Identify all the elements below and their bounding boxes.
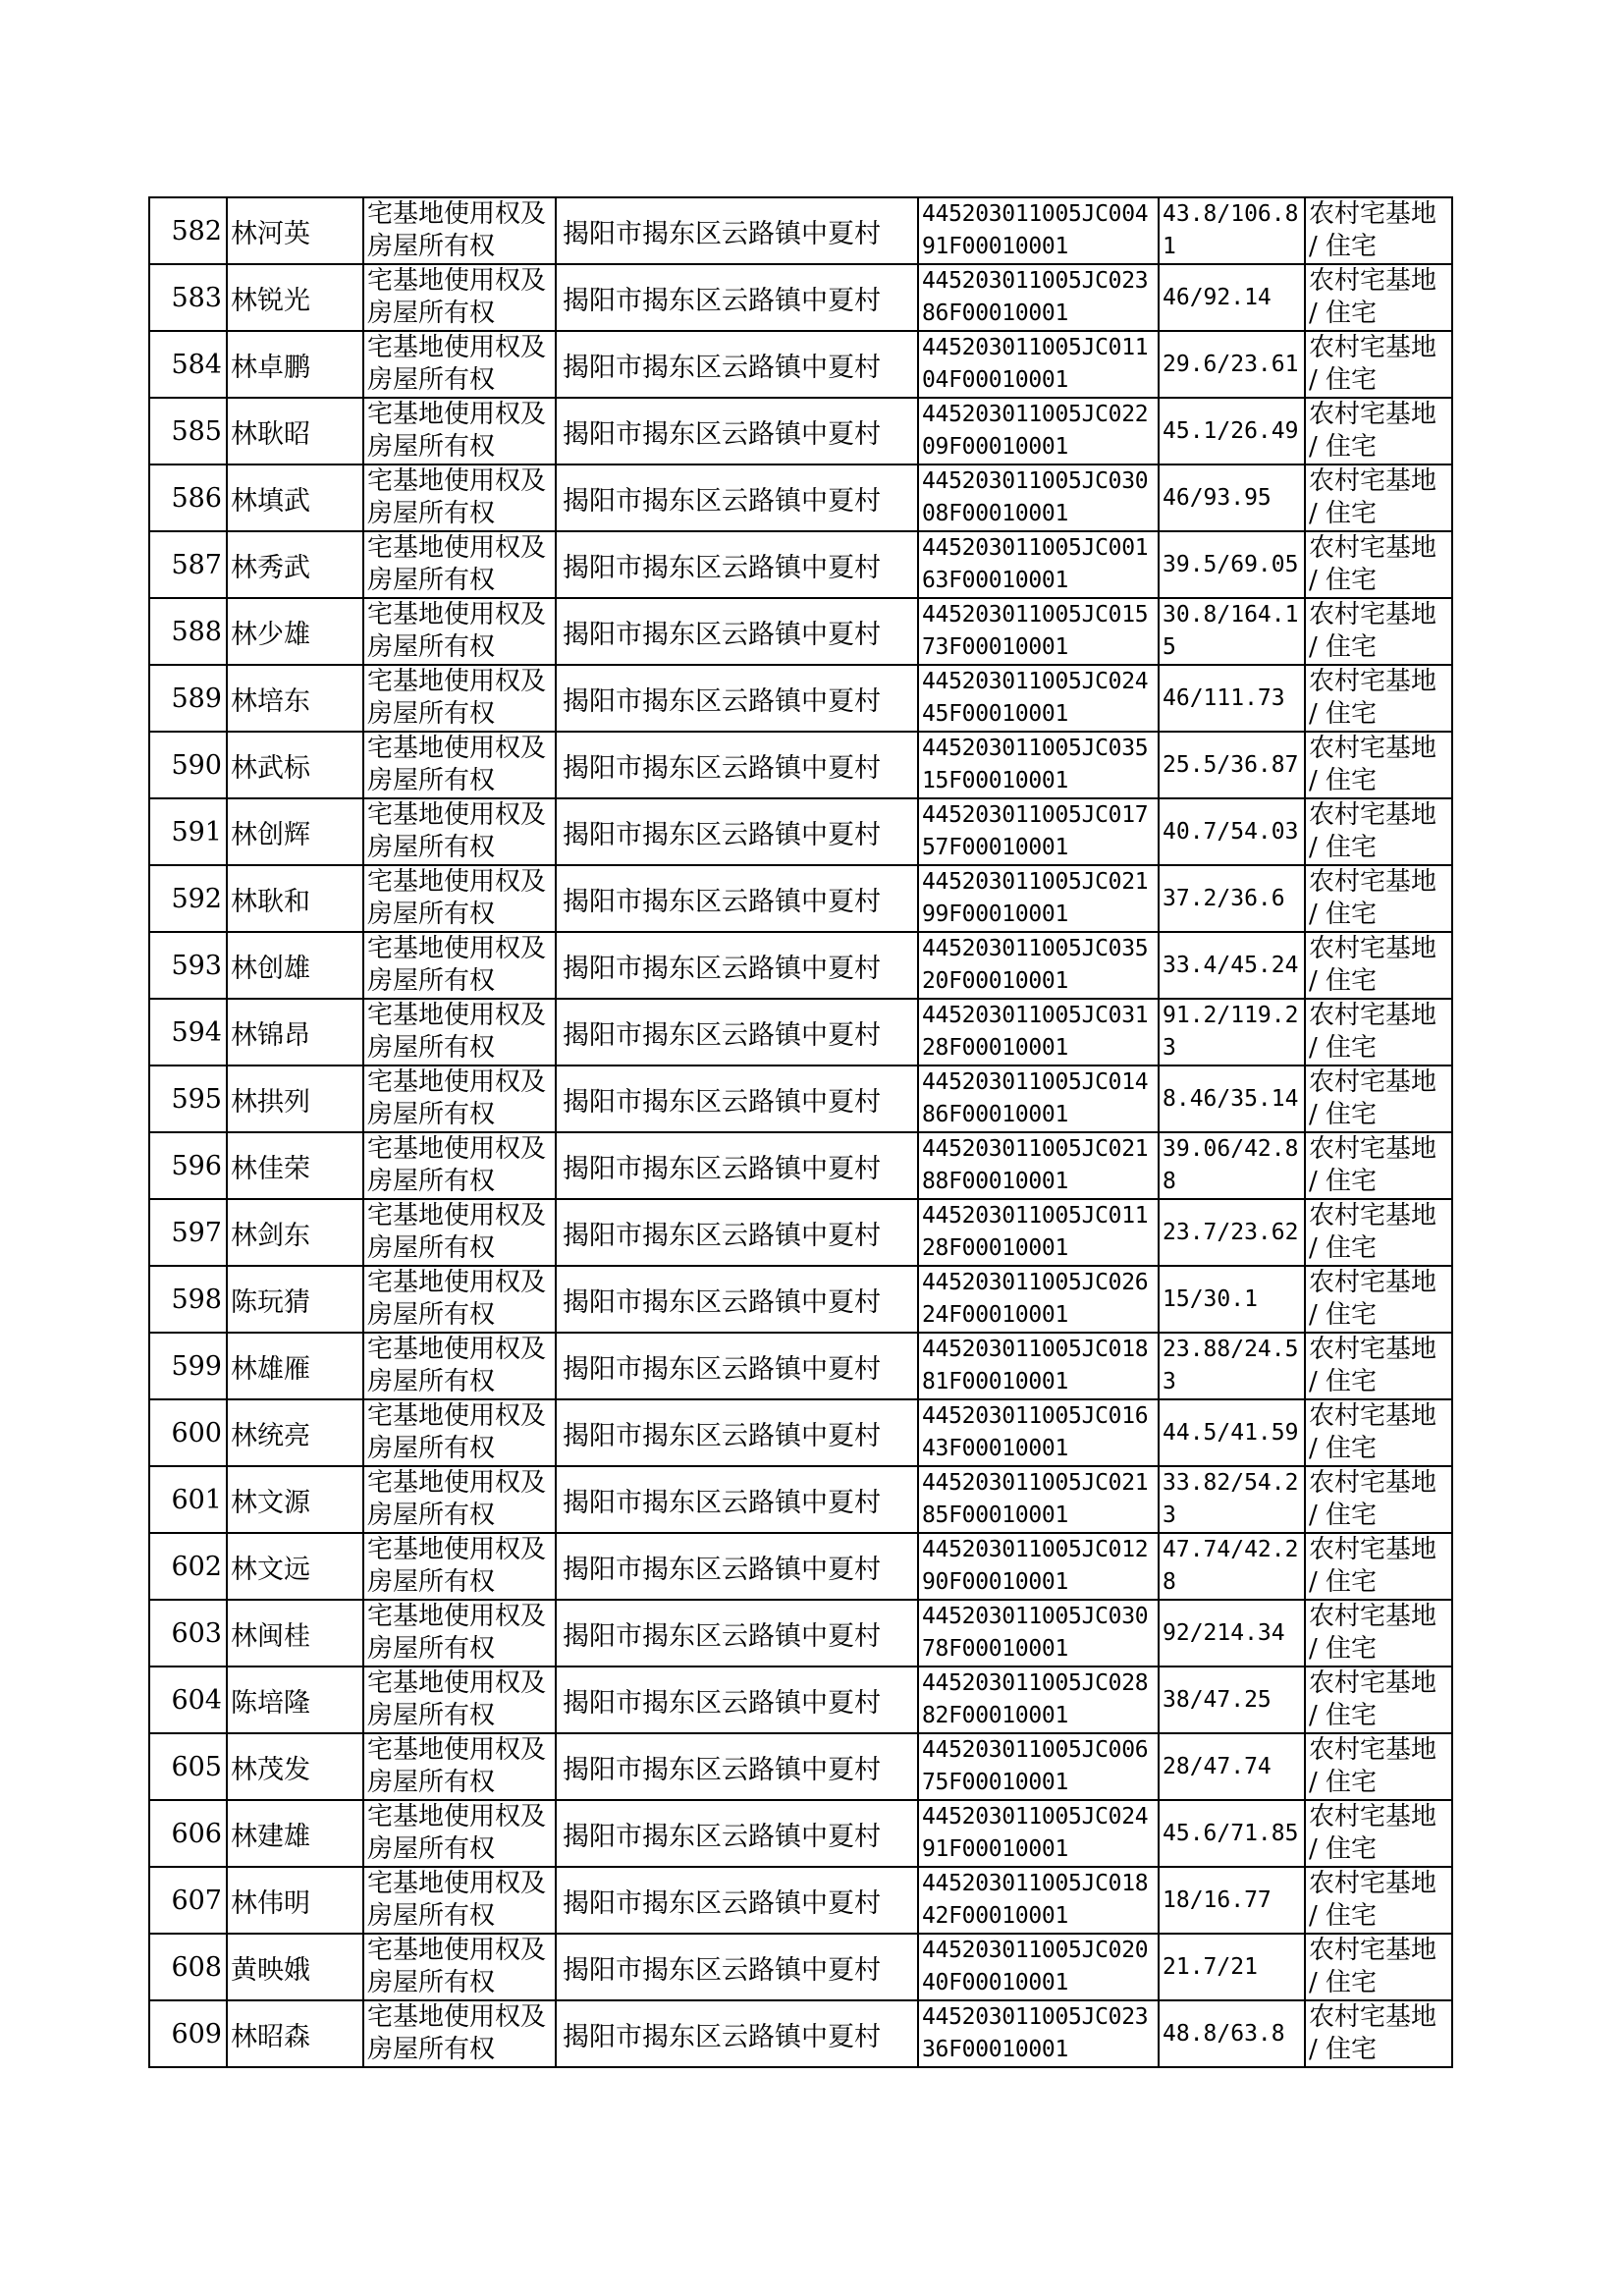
row-number-cell: 585	[149, 398, 227, 464]
usage-cell: 农村宅基地 / 住宅	[1305, 1533, 1452, 1600]
usage-cell: 农村宅基地 / 住宅	[1305, 331, 1452, 398]
right-type-cell: 宅基地使用权及房屋所有权	[363, 1667, 556, 1733]
right-type-cell: 宅基地使用权及房屋所有权	[363, 1934, 556, 2000]
area-cell: 46/93.95	[1159, 464, 1305, 531]
location-cell: 揭阳市揭东区云路镇中夏村	[556, 665, 918, 732]
owner-name-cell: 林秀武	[227, 531, 363, 598]
unit-code-cell: 445203011005JC01128F00010001	[918, 1199, 1159, 1266]
table-row	[149, 1533, 1452, 1600]
table-row	[149, 1399, 1452, 1466]
owner-name-cell: 陈培隆	[227, 1667, 363, 1733]
location-cell: 揭阳市揭东区云路镇中夏村	[556, 264, 918, 331]
owner-name-cell: 林耿和	[227, 865, 363, 932]
owner-name-cell: 林闽桂	[227, 1600, 363, 1667]
owner-name-cell: 林锦昂	[227, 999, 363, 1066]
right-type-cell: 宅基地使用权及房屋所有权	[363, 1333, 556, 1399]
table-row	[149, 2000, 1452, 2067]
location-cell: 揭阳市揭东区云路镇中夏村	[556, 1399, 918, 1466]
owner-name-cell: 林昭森	[227, 2000, 363, 2067]
owner-name-cell: 林河英	[227, 197, 363, 264]
table-row	[149, 1800, 1452, 1867]
right-type-cell: 宅基地使用权及房屋所有权	[363, 1867, 556, 1934]
location-cell: 揭阳市揭东区云路镇中夏村	[556, 1132, 918, 1199]
row-number-cell: 593	[149, 932, 227, 999]
owner-name-cell: 林卓鹏	[227, 331, 363, 398]
table-row	[149, 1600, 1452, 1667]
row-number-cell: 602	[149, 1533, 227, 1600]
usage-cell: 农村宅基地 / 住宅	[1305, 1132, 1452, 1199]
owner-name-cell: 林雄雁	[227, 1333, 363, 1399]
right-type-cell: 宅基地使用权及房屋所有权	[363, 798, 556, 865]
unit-code-cell: 445203011005JC03520F00010001	[918, 932, 1159, 999]
area-cell: 37.2/36.6	[1159, 865, 1305, 932]
unit-code-cell: 445203011005JC02185F00010001	[918, 1466, 1159, 1533]
usage-cell: 农村宅基地 / 住宅	[1305, 197, 1452, 264]
right-type-cell: 宅基地使用权及房屋所有权	[363, 1600, 556, 1667]
table-row	[149, 732, 1452, 798]
unit-code-cell: 445203011005JC02209F00010001	[918, 398, 1159, 464]
row-number-cell: 582	[149, 197, 227, 264]
usage-cell: 农村宅基地 / 住宅	[1305, 1733, 1452, 1800]
row-number-cell: 603	[149, 1600, 227, 1667]
owner-name-cell: 林佳荣	[227, 1132, 363, 1199]
location-cell: 揭阳市揭东区云路镇中夏村	[556, 598, 918, 665]
right-type-cell: 宅基地使用权及房屋所有权	[363, 197, 556, 264]
usage-cell: 农村宅基地 / 住宅	[1305, 665, 1452, 732]
location-cell: 揭阳市揭东区云路镇中夏村	[556, 1066, 918, 1132]
table-row	[149, 331, 1452, 398]
row-number-cell: 600	[149, 1399, 227, 1466]
right-type-cell: 宅基地使用权及房屋所有权	[363, 531, 556, 598]
right-type-cell: 宅基地使用权及房屋所有权	[363, 665, 556, 732]
row-number-cell: 592	[149, 865, 227, 932]
row-number-cell: 605	[149, 1733, 227, 1800]
row-number-cell: 590	[149, 732, 227, 798]
area-cell: 23.7/23.62	[1159, 1199, 1305, 1266]
unit-code-cell: 445203011005JC00163F00010001	[918, 531, 1159, 598]
table-row	[149, 1867, 1452, 1934]
right-type-cell: 宅基地使用权及房屋所有权	[363, 464, 556, 531]
unit-code-cell: 445203011005JC03008F00010001	[918, 464, 1159, 531]
usage-cell: 农村宅基地 / 住宅	[1305, 1333, 1452, 1399]
unit-code-cell: 445203011005JC02336F00010001	[918, 2000, 1159, 2067]
usage-cell: 农村宅基地 / 住宅	[1305, 1399, 1452, 1466]
area-cell: 45.1/26.49	[1159, 398, 1305, 464]
unit-code-cell: 445203011005JC01643F00010001	[918, 1399, 1159, 1466]
usage-cell: 农村宅基地 / 住宅	[1305, 1199, 1452, 1266]
unit-code-cell: 445203011005JC03515F00010001	[918, 732, 1159, 798]
area-cell: 15/30.1	[1159, 1266, 1305, 1333]
location-cell: 揭阳市揭东区云路镇中夏村	[556, 1199, 918, 1266]
location-cell: 揭阳市揭东区云路镇中夏村	[556, 531, 918, 598]
right-type-cell: 宅基地使用权及房屋所有权	[363, 1466, 556, 1533]
table-row	[149, 1733, 1452, 1800]
usage-cell: 农村宅基地 / 住宅	[1305, 398, 1452, 464]
area-cell: 23.88/24.53	[1159, 1333, 1305, 1399]
location-cell: 揭阳市揭东区云路镇中夏村	[556, 1733, 918, 1800]
usage-cell: 农村宅基地 / 住宅	[1305, 798, 1452, 865]
unit-code-cell: 445203011005JC02199F00010001	[918, 865, 1159, 932]
usage-cell: 农村宅基地 / 住宅	[1305, 999, 1452, 1066]
row-number-cell: 607	[149, 1867, 227, 1934]
unit-code-cell: 445203011005JC01757F00010001	[918, 798, 1159, 865]
area-cell: 45.6/71.85	[1159, 1800, 1305, 1867]
usage-cell: 农村宅基地 / 住宅	[1305, 264, 1452, 331]
table-row	[149, 1466, 1452, 1533]
table-row	[149, 1132, 1452, 1199]
unit-code-cell: 445203011005JC01486F00010001	[918, 1066, 1159, 1132]
row-number-cell: 604	[149, 1667, 227, 1733]
area-cell: 91.2/119.23	[1159, 999, 1305, 1066]
table-row	[149, 798, 1452, 865]
owner-name-cell: 林少雄	[227, 598, 363, 665]
unit-code-cell: 445203011005JC03128F00010001	[918, 999, 1159, 1066]
usage-cell: 农村宅基地 / 住宅	[1305, 1667, 1452, 1733]
owner-name-cell: 林建雄	[227, 1800, 363, 1867]
row-number-cell: 598	[149, 1266, 227, 1333]
location-cell: 揭阳市揭东区云路镇中夏村	[556, 1266, 918, 1333]
right-type-cell: 宅基地使用权及房屋所有权	[363, 1399, 556, 1466]
unit-code-cell: 445203011005JC02188F00010001	[918, 1132, 1159, 1199]
location-cell: 揭阳市揭东区云路镇中夏村	[556, 1333, 918, 1399]
location-cell: 揭阳市揭东区云路镇中夏村	[556, 1600, 918, 1667]
usage-cell: 农村宅基地 / 住宅	[1305, 1600, 1452, 1667]
location-cell: 揭阳市揭东区云路镇中夏村	[556, 331, 918, 398]
area-cell: 43.8/106.81	[1159, 197, 1305, 264]
owner-name-cell: 林武标	[227, 732, 363, 798]
usage-cell: 农村宅基地 / 住宅	[1305, 1800, 1452, 1867]
table-row	[149, 1266, 1452, 1333]
table-row	[149, 1066, 1452, 1132]
location-cell: 揭阳市揭东区云路镇中夏村	[556, 1934, 918, 2000]
area-cell: 33.82/54.23	[1159, 1466, 1305, 1533]
area-cell: 30.8/164.15	[1159, 598, 1305, 665]
table-row	[149, 398, 1452, 464]
right-type-cell: 宅基地使用权及房屋所有权	[363, 999, 556, 1066]
usage-cell: 农村宅基地 / 住宅	[1305, 1066, 1452, 1132]
right-type-cell: 宅基地使用权及房屋所有权	[363, 732, 556, 798]
owner-name-cell: 林拱列	[227, 1066, 363, 1132]
right-type-cell: 宅基地使用权及房屋所有权	[363, 1199, 556, 1266]
table-row	[149, 932, 1452, 999]
owner-name-cell: 林伟明	[227, 1867, 363, 1934]
row-number-cell: 599	[149, 1333, 227, 1399]
usage-cell: 农村宅基地 / 住宅	[1305, 531, 1452, 598]
area-cell: 46/111.73	[1159, 665, 1305, 732]
row-number-cell: 588	[149, 598, 227, 665]
unit-code-cell: 445203011005JC01881F00010001	[918, 1333, 1159, 1399]
registry-table	[148, 196, 1453, 2068]
location-cell: 揭阳市揭东区云路镇中夏村	[556, 1867, 918, 1934]
owner-name-cell: 林统亮	[227, 1399, 363, 1466]
row-number-cell: 596	[149, 1132, 227, 1199]
area-cell: 18/16.77	[1159, 1867, 1305, 1934]
usage-cell: 农村宅基地 / 住宅	[1305, 732, 1452, 798]
location-cell: 揭阳市揭东区云路镇中夏村	[556, 999, 918, 1066]
usage-cell: 农村宅基地 / 住宅	[1305, 2000, 1452, 2067]
usage-cell: 农村宅基地 / 住宅	[1305, 1934, 1452, 2000]
area-cell: 92/214.34	[1159, 1600, 1305, 1667]
table-row	[149, 197, 1452, 264]
area-cell: 28/47.74	[1159, 1733, 1305, 1800]
right-type-cell: 宅基地使用权及房屋所有权	[363, 264, 556, 331]
usage-cell: 农村宅基地 / 住宅	[1305, 932, 1452, 999]
location-cell: 揭阳市揭东区云路镇中夏村	[556, 1533, 918, 1600]
right-type-cell: 宅基地使用权及房屋所有权	[363, 331, 556, 398]
table-row	[149, 598, 1452, 665]
row-number-cell: 594	[149, 999, 227, 1066]
right-type-cell: 宅基地使用权及房屋所有权	[363, 865, 556, 932]
right-type-cell: 宅基地使用权及房屋所有权	[363, 1066, 556, 1132]
owner-name-cell: 林剑东	[227, 1199, 363, 1266]
unit-code-cell: 445203011005JC00675F00010001	[918, 1733, 1159, 1800]
table-row	[149, 464, 1452, 531]
usage-cell: 农村宅基地 / 住宅	[1305, 464, 1452, 531]
right-type-cell: 宅基地使用权及房屋所有权	[363, 1132, 556, 1199]
owner-name-cell: 林创雄	[227, 932, 363, 999]
owner-name-cell: 林培东	[227, 665, 363, 732]
usage-cell: 农村宅基地 / 住宅	[1305, 1867, 1452, 1934]
row-number-cell: 591	[149, 798, 227, 865]
right-type-cell: 宅基地使用权及房屋所有权	[363, 598, 556, 665]
owner-name-cell: 林填武	[227, 464, 363, 531]
area-cell: 44.5/41.59	[1159, 1399, 1305, 1466]
location-cell: 揭阳市揭东区云路镇中夏村	[556, 1800, 918, 1867]
right-type-cell: 宅基地使用权及房屋所有权	[363, 1733, 556, 1800]
owner-name-cell: 林耿昭	[227, 398, 363, 464]
area-cell: 39.06/42.88	[1159, 1132, 1305, 1199]
owner-name-cell: 黄映娥	[227, 1934, 363, 2000]
table-row	[149, 264, 1452, 331]
location-cell: 揭阳市揭东区云路镇中夏村	[556, 932, 918, 999]
right-type-cell: 宅基地使用权及房屋所有权	[363, 398, 556, 464]
area-cell: 29.6/23.61	[1159, 331, 1305, 398]
table-body	[149, 197, 1452, 2067]
unit-code-cell: 445203011005JC02624F00010001	[918, 1266, 1159, 1333]
location-cell: 揭阳市揭东区云路镇中夏村	[556, 197, 918, 264]
usage-cell: 农村宅基地 / 住宅	[1305, 865, 1452, 932]
unit-code-cell: 445203011005JC01104F00010001	[918, 331, 1159, 398]
owner-name-cell: 林锐光	[227, 264, 363, 331]
owner-name-cell: 林文源	[227, 1466, 363, 1533]
unit-code-cell: 445203011005JC02445F00010001	[918, 665, 1159, 732]
unit-code-cell: 445203011005JC02040F00010001	[918, 1934, 1159, 2000]
owner-name-cell: 林文远	[227, 1533, 363, 1600]
unit-code-cell: 445203011005JC02491F00010001	[918, 1800, 1159, 1867]
location-cell: 揭阳市揭东区云路镇中夏村	[556, 865, 918, 932]
area-cell: 40.7/54.03	[1159, 798, 1305, 865]
location-cell: 揭阳市揭东区云路镇中夏村	[556, 2000, 918, 2067]
area-cell: 8.46/35.14	[1159, 1066, 1305, 1132]
unit-code-cell: 445203011005JC01842F00010001	[918, 1867, 1159, 1934]
location-cell: 揭阳市揭东区云路镇中夏村	[556, 1466, 918, 1533]
area-cell: 21.7/21	[1159, 1934, 1305, 2000]
owner-name-cell: 林茂发	[227, 1733, 363, 1800]
row-number-cell: 597	[149, 1199, 227, 1266]
table-row	[149, 1934, 1452, 2000]
location-cell: 揭阳市揭东区云路镇中夏村	[556, 732, 918, 798]
unit-code-cell: 445203011005JC03078F00010001	[918, 1600, 1159, 1667]
table-row	[149, 865, 1452, 932]
row-number-cell: 584	[149, 331, 227, 398]
unit-code-cell: 445203011005JC02386F00010001	[918, 264, 1159, 331]
owner-name-cell: 林创辉	[227, 798, 363, 865]
usage-cell: 农村宅基地 / 住宅	[1305, 1466, 1452, 1533]
area-cell: 47.74/42.28	[1159, 1533, 1305, 1600]
location-cell: 揭阳市揭东区云路镇中夏村	[556, 798, 918, 865]
right-type-cell: 宅基地使用权及房屋所有权	[363, 1266, 556, 1333]
right-type-cell: 宅基地使用权及房屋所有权	[363, 932, 556, 999]
unit-code-cell: 445203011005JC02882F00010001	[918, 1667, 1159, 1733]
unit-code-cell: 445203011005JC01290F00010001	[918, 1533, 1159, 1600]
row-number-cell: 583	[149, 264, 227, 331]
row-number-cell: 601	[149, 1466, 227, 1533]
row-number-cell: 595	[149, 1066, 227, 1132]
location-cell: 揭阳市揭东区云路镇中夏村	[556, 398, 918, 464]
location-cell: 揭阳市揭东区云路镇中夏村	[556, 464, 918, 531]
area-cell: 33.4/45.24	[1159, 932, 1305, 999]
right-type-cell: 宅基地使用权及房屋所有权	[363, 1800, 556, 1867]
unit-code-cell: 445203011005JC01573F00010001	[918, 598, 1159, 665]
row-number-cell: 606	[149, 1800, 227, 1867]
usage-cell: 农村宅基地 / 住宅	[1305, 1266, 1452, 1333]
usage-cell: 农村宅基地 / 住宅	[1305, 598, 1452, 665]
area-cell: 48.8/63.8	[1159, 2000, 1305, 2067]
row-number-cell: 589	[149, 665, 227, 732]
area-cell: 46/92.14	[1159, 264, 1305, 331]
right-type-cell: 宅基地使用权及房屋所有权	[363, 2000, 556, 2067]
table-row	[149, 665, 1452, 732]
location-cell: 揭阳市揭东区云路镇中夏村	[556, 1667, 918, 1733]
unit-code-cell: 445203011005JC00491F00010001	[918, 197, 1159, 264]
table-row	[149, 1199, 1452, 1266]
row-number-cell: 609	[149, 2000, 227, 2067]
row-number-cell: 586	[149, 464, 227, 531]
row-number-cell: 608	[149, 1934, 227, 2000]
owner-name-cell: 陈玩猜	[227, 1266, 363, 1333]
area-cell: 39.5/69.05	[1159, 531, 1305, 598]
table-row	[149, 1667, 1452, 1733]
table-row	[149, 999, 1452, 1066]
area-cell: 25.5/36.87	[1159, 732, 1305, 798]
area-cell: 38/47.25	[1159, 1667, 1305, 1733]
row-number-cell: 587	[149, 531, 227, 598]
right-type-cell: 宅基地使用权及房屋所有权	[363, 1533, 556, 1600]
table-row	[149, 531, 1452, 598]
table-row	[149, 1333, 1452, 1399]
